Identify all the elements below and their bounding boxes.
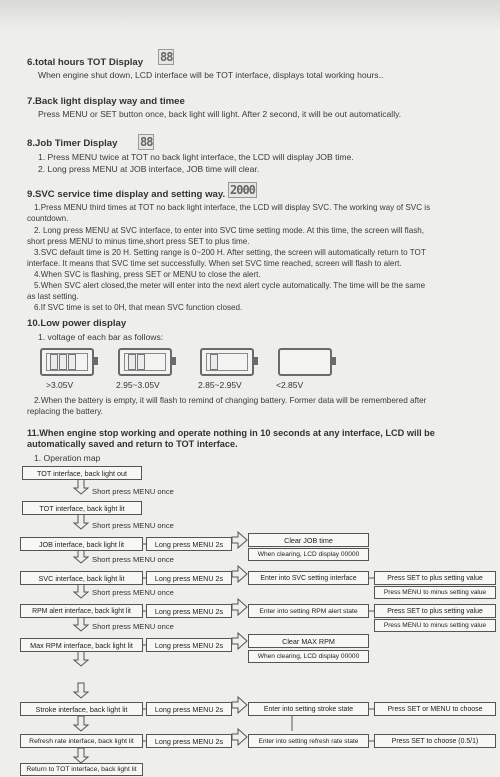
- short-press-label-4: Short press MENU once: [92, 588, 174, 597]
- stroke-choose-box: Press SET or MENU to choose: [374, 702, 496, 716]
- short-press-label-5: Short press MENU once: [92, 622, 174, 631]
- section-11-title-2: automatically saved and return to TOT interface.: [27, 439, 238, 449]
- section-7-title: 7.Back light display way and timee: [27, 96, 185, 107]
- section-9-title: 9.SVC service time display and setting way.: [27, 189, 226, 200]
- section-8-text-1: 1. Press MENU twice at TOT no back light interface, the LCD will display JOB time.: [38, 152, 354, 162]
- long-press-job: Long press MENU 2s: [146, 537, 232, 551]
- rpm-minus-box: Press MENU to minus setting value: [374, 619, 496, 632]
- section-8-title: 8.Job Timer Display: [27, 138, 118, 149]
- rpm-alert-box: RPM alert interface, back light lit: [20, 604, 143, 618]
- short-press-label-1: Short press MENU once: [92, 487, 174, 496]
- right-arrow-job: [232, 532, 247, 548]
- clear-job-note: When clearing, LCD display 00000: [248, 548, 369, 561]
- stroke-enter-box: Enter into setting stroke state: [248, 702, 369, 716]
- long-press-stroke: Long press MENU 2s: [146, 702, 232, 716]
- long-press-rpm: Long press MENU 2s: [146, 604, 232, 618]
- battery-voltage-label: 2.85~2.95V: [198, 380, 242, 390]
- section-6-title: 6.total hours TOT Display: [27, 57, 144, 68]
- right-arrow-max: [232, 633, 247, 649]
- down-arrow-4: [74, 583, 88, 598]
- battery-voltage-label: >3.05V: [46, 380, 74, 390]
- down-arrow-2: [74, 514, 88, 529]
- job-interface-box: JOB interface, back light lit: [20, 537, 143, 551]
- right-arrow-refresh: [232, 729, 247, 745]
- section-6-text: When engine shut down, LCD interface will be TOT interface, displays total working hours..: [38, 70, 384, 80]
- short-press-label-2: Short press MENU once: [92, 521, 174, 530]
- svc-lcd-icon: 2000: [230, 183, 255, 197]
- section-10-title: 10.Low power display: [27, 318, 127, 329]
- tot-lcd-icon: 88: [160, 50, 173, 64]
- right-arrow-stroke: [232, 697, 247, 713]
- down-arrow-6: [74, 651, 88, 666]
- section-9-text-9: as last setting.: [27, 292, 79, 301]
- svc-interface-box: SVC interface, back light lit: [20, 571, 143, 585]
- section-9-text-6: interface. It means that SVC time set successfully. When set SVC time reached, screen will flash to alert.: [27, 259, 402, 268]
- svc-minus-box: Press MENU to minus setting value: [374, 586, 496, 599]
- battery-voltage-label: <2.85V: [276, 380, 304, 390]
- svc-enter-box: Enter into SVC setting interface: [248, 571, 369, 585]
- short-press-label-3: Short press MENU once: [92, 555, 174, 564]
- right-arrow-rpm: [232, 599, 247, 615]
- section-11-title-1: 11.When engine stop working and operate nothing in 10 seconds at any interface, LCD will be: [27, 428, 435, 438]
- long-press-svc: Long press MENU 2s: [146, 571, 232, 585]
- battery-voltage-label: 2.95~3.05V: [116, 380, 160, 390]
- refresh-enter-box: Enter into setting refresh rate state: [248, 734, 369, 748]
- section-9-text-2: countdown.: [27, 214, 69, 223]
- refresh-choose-box: Press SET to choose (0.5/1): [374, 734, 496, 748]
- section-9-text-3: 2. Long press MENU at SVC interface, to enter into SVC time setting mode. At this time, the screen will flash,: [34, 226, 425, 235]
- clear-max-note: When clearing, LCD display 00000: [248, 650, 369, 663]
- section-8-text-2: 2. Long press MENU at JOB interface, JOB time will clear.: [38, 164, 260, 174]
- right-arrow-svc: [232, 566, 247, 582]
- section-9-text-1: 1.Press MENU third times at TOT no back light interface, the LCD will display SVC. The working way of SVC is: [34, 203, 431, 212]
- rpm-enter-box: Enter into setting RPM alert state: [248, 604, 369, 618]
- long-press-refresh: Long press MENU 2s: [146, 734, 232, 748]
- section-9-text-7: 4.When SVC is flashing, press SET or MENU to close the alert.: [34, 270, 261, 279]
- clear-max-box: Clear MAX RPM: [248, 634, 369, 648]
- section-9-text-10: 6.If SVC time is set to 0H, that mean SVC function closed.: [34, 303, 243, 312]
- down-arrow-9: [74, 748, 88, 763]
- section-9-text-5: 3.SVC default time is 20 H. Setting range is 0~200 H. After setting, the screen will automatically return to TOT: [34, 248, 426, 257]
- long-press-max: Long press MENU 2s: [146, 638, 232, 652]
- section-10-text-2: replacing the battery.: [27, 407, 103, 416]
- section-9-text-4: short press MENU to minus time,short press SET to plus time.: [27, 237, 250, 246]
- refresh-box: Refresh rate interface, back light lit: [20, 734, 143, 748]
- section-7-text: Press MENU or SET button once, back light will light. After 2 second, it will be out automatically.: [38, 109, 402, 119]
- down-arrow-1: [74, 479, 88, 494]
- tot-interface-box: TOT interface, back light out: [22, 466, 142, 480]
- operation-map-label: 1. Operation map: [34, 453, 101, 463]
- section-10-intro: 1. voltage of each bar as follows:: [38, 332, 164, 342]
- max-rpm-box: Max RPM interface, back light lit: [20, 638, 143, 652]
- rpm-plus-box: Press SET to plus setting value: [374, 604, 496, 618]
- section-9-text-8: 5.When SVC alert closed,the meter will enter into the next alert cycle automatically. The time will be the same: [34, 281, 426, 290]
- job-lcd-icon: 88: [140, 135, 153, 149]
- down-arrow-8: [74, 716, 88, 731]
- down-arrow-5: [74, 616, 88, 631]
- return-tot-box: Return to TOT interface, back light lit: [20, 763, 143, 776]
- down-arrow-7: [74, 683, 88, 698]
- section-10-text-1: 2.When the battery is empty, it will flash to remind of changing battery. Former data will be remembered after: [34, 396, 427, 405]
- svc-plus-box: Press SET to plus setting value: [374, 571, 496, 585]
- tot-backlight-box: TOT interface, back light lit: [22, 501, 142, 515]
- stroke-box: Stroke interface, back light lit: [20, 702, 143, 716]
- clear-job-box: Clear JOB time: [248, 533, 369, 547]
